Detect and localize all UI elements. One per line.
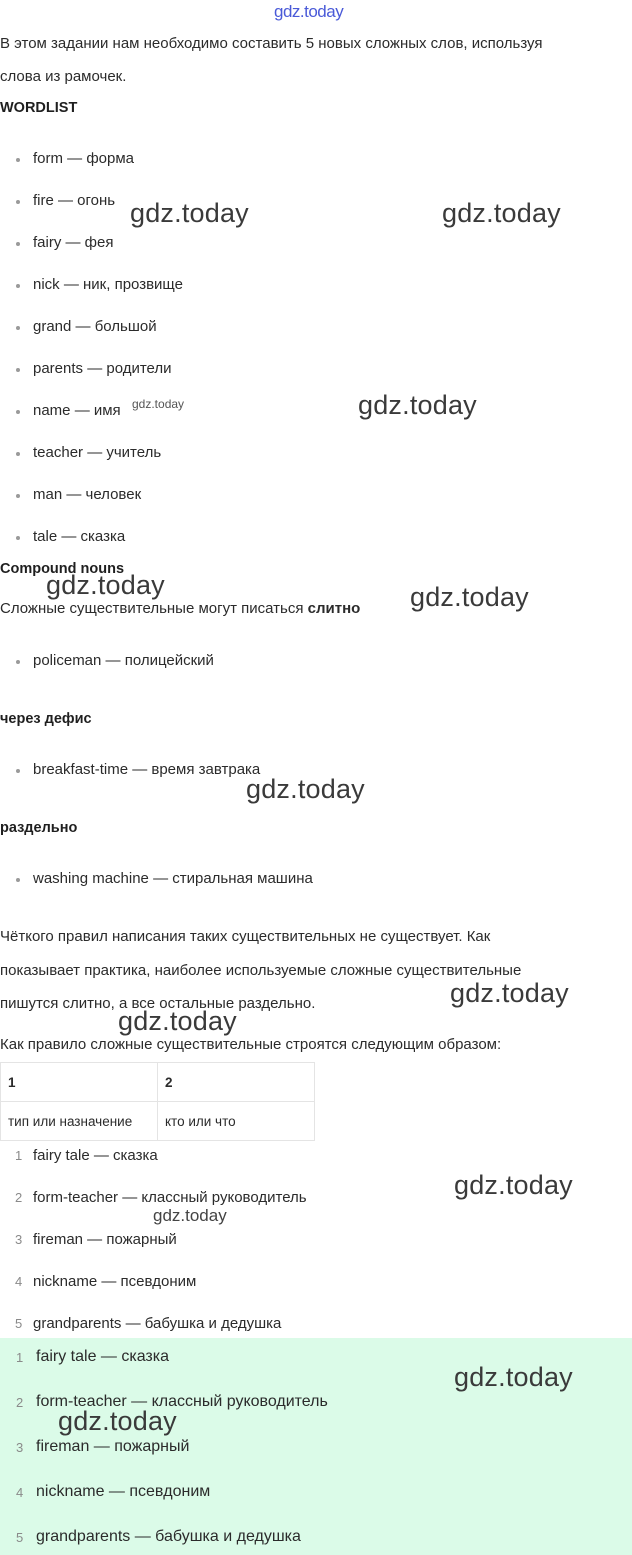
answer-number: 3	[16, 1440, 24, 1455]
wordlist-item: tale — сказка	[33, 528, 126, 545]
wordlist-item: teacher — учитель	[33, 444, 162, 461]
table-header-cell: 2	[158, 1063, 315, 1102]
compound-solid-bold: слитно	[307, 600, 361, 617]
bullet	[16, 494, 20, 498]
compound-heading: Compound nouns	[0, 561, 125, 577]
answer-number: 2	[16, 1395, 24, 1410]
rules-line-2: показывает практика, наиболее используемые сложные существительные	[0, 962, 522, 979]
wordlist-item: parents — родители	[33, 360, 172, 377]
wordlist-item: man — человек	[33, 486, 142, 503]
wordlist-item: name — имя	[33, 402, 121, 419]
separate-heading: раздельно	[0, 820, 78, 836]
answer-item: fairy tale — сказка	[36, 1348, 170, 1365]
intro-line-2: слова из рамочек.	[0, 68, 127, 85]
compound-solid-prefix: Сложные существительные могут писаться	[0, 600, 308, 617]
separate-example: washing machine — стиральная машина	[33, 870, 313, 887]
answer-number: 4	[16, 1485, 24, 1500]
bullet	[16, 452, 20, 456]
intro-line-1: В этом задании нам необходимо составить 5 новых сложных слов, используя	[0, 35, 543, 52]
answer-item: fireman — пожарный	[36, 1438, 190, 1455]
list-number: 4	[15, 1274, 23, 1289]
watermark: gdz.today	[130, 198, 249, 228]
rules-line-1: Чёткого правил написания таких существительных не существует. Как	[0, 928, 491, 945]
bullet	[16, 410, 20, 414]
bullet	[16, 326, 20, 330]
watermark: gdz.today	[58, 1406, 177, 1436]
bullet	[16, 536, 20, 540]
bullet	[16, 242, 20, 246]
list-number: 5	[15, 1316, 23, 1331]
watermark-medium: gdz.today	[153, 1206, 227, 1225]
table-cell: кто или что	[158, 1102, 315, 1141]
watermark: gdz.today	[246, 774, 365, 804]
list-number: 3	[15, 1232, 23, 1247]
table-header-cell: 1	[1, 1063, 158, 1102]
example-item: nickname — псевдоним	[33, 1273, 197, 1290]
table-cell: тип или назначение	[1, 1102, 158, 1141]
watermark: gdz.today	[410, 582, 529, 612]
hyphen-example: breakfast-time — время завтрака	[33, 761, 261, 778]
rules-line-3: пишутся слитно, а все остальные раздельно.	[0, 995, 316, 1012]
watermark: gdz.today	[450, 978, 569, 1008]
answer-number: 1	[16, 1350, 24, 1365]
example-item: fairy tale — сказка	[33, 1147, 158, 1164]
wordlist-item: fire — огонь	[33, 192, 116, 209]
wordlist-item: form — форма	[33, 150, 135, 167]
watermark: gdz.today	[442, 198, 561, 228]
answer-number: 5	[16, 1530, 24, 1545]
answer-item: form-teacher — классный руководитель	[36, 1393, 328, 1410]
watermark-small: gdz.today	[132, 397, 185, 411]
wordlist-item: nick — ник, прозвище	[33, 276, 183, 293]
bullet	[16, 200, 20, 204]
watermark: gdz.today	[454, 1170, 573, 1200]
bullet	[16, 158, 20, 162]
structure-table	[0, 1062, 315, 1141]
answer-item: grandparents — бабушка и дедушка	[36, 1528, 301, 1545]
hyphen-heading: через дефис	[0, 711, 92, 727]
example-item: fireman — пожарный	[33, 1231, 177, 1248]
bullet	[16, 368, 20, 372]
wordlist-item: fairy — фея	[33, 234, 114, 251]
answer-item: nickname — псевдоним	[36, 1483, 211, 1500]
site-logo[interactable]: gdz.today	[274, 2, 344, 21]
bullet	[16, 660, 20, 664]
table-row	[1, 1102, 315, 1141]
compound-solid-example: policeman — полицейский	[33, 652, 214, 669]
watermark: gdz.today	[118, 1006, 237, 1036]
wordlist-item: grand — большой	[33, 318, 157, 335]
table-header-row	[1, 1063, 315, 1102]
list-number: 2	[15, 1190, 23, 1205]
structure-text: Как правило сложные существительные строятся следующим образом:	[0, 1036, 502, 1053]
list-number: 1	[15, 1148, 23, 1163]
bullet	[16, 878, 20, 882]
example-item: grandparents — бабушка и дедушка	[33, 1315, 282, 1332]
example-item: form-teacher — классный руководитель	[33, 1189, 307, 1206]
watermark: gdz.today	[358, 390, 477, 420]
bullet	[16, 769, 20, 773]
watermark: gdz.today	[46, 570, 165, 600]
watermark: gdz.today	[454, 1362, 573, 1392]
bullet	[16, 284, 20, 288]
wordlist-heading: WORDLIST	[0, 100, 78, 116]
